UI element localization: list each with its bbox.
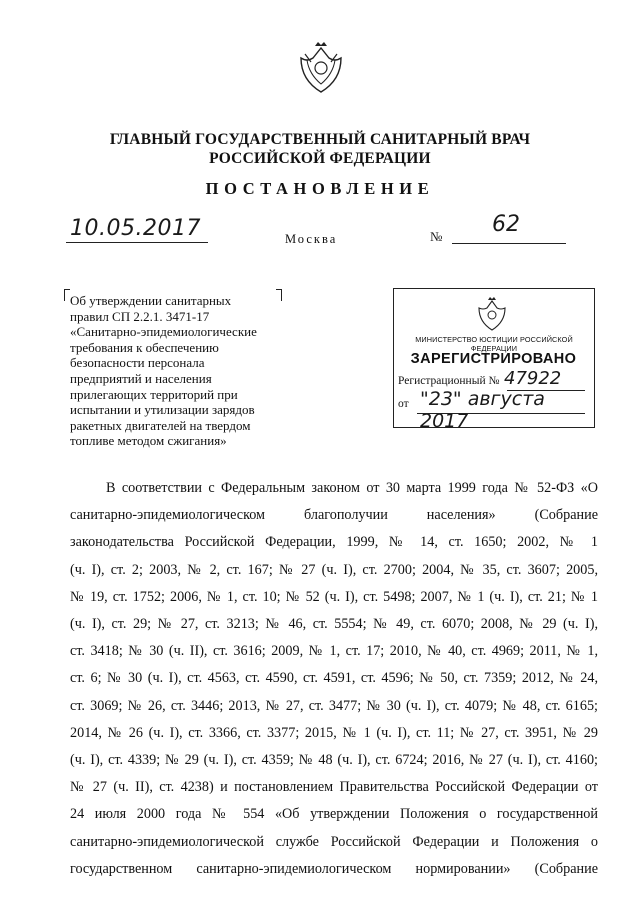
body-line: В соответствии с Федеральным законом от 30 марта 1999 года № 52-ФЗ «О <box>106 480 598 496</box>
body-line: 2014, № 26 (ч. I), ст. 3366, ст. 3377; 2015, № 1 (ч. I), ст. 11; № 27, ст. 3951, № 29 <box>70 724 598 741</box>
subject-line: прилегающих территорий при <box>70 386 238 402</box>
subject-line: «Санитарно-эпидемиологические <box>70 324 257 340</box>
authority-title-line2: РОССИЙСКОЙ ФЕДЕРАЦИИ <box>209 150 431 167</box>
document-subject <box>70 293 292 449</box>
body-line: санитарно-эпидемиологической службе Российской Федерации и Положения о <box>70 833 598 850</box>
body-line: (ч. I), ст. 29; № 27, ст. 3213; № 46, ст. 5554; № 49, ст. 6070; 2008, № 29 (ч. I), <box>70 616 598 633</box>
authority-title-line1: ГЛАВНЫЙ ГОСУДАРСТВЕННЫЙ САНИТАРНЫЙ ВРАЧ <box>109 131 531 148</box>
body-line: № 19, ст. 1752; 2006, № 1, ст. 10; № 52 (ч. I), ст. 5498; 2007, № 1 (ч. I), ст. 21; № 1 <box>70 588 598 605</box>
body-paragraph <box>70 475 598 883</box>
stamp-from-label: от <box>398 398 409 410</box>
number-sign: № <box>430 229 443 244</box>
body-line: законодательства Российской Федерации, 1999, № 14, ст. 1650; 2002, № 1 <box>70 534 598 551</box>
body-line: ст. 3418; № 30 (ч. II), ст. 3616; 2009, № 1, ст. 17; 2010, № 40, ст. 4969; 2011, № 1, <box>70 643 598 660</box>
body-line: ст. 3069; № 26, ст. 3446; 2013, № 27, ст. 3477; № 30 (ч. I), ст. 4079; № 48, ст. 6165; <box>70 697 598 714</box>
body-line: государственном санитарно-эпидемиологическом нормировании» (Собрание <box>70 860 598 877</box>
stamp-registration-number: 47922 <box>504 368 562 389</box>
document-date: 10.05.2017 <box>70 216 201 241</box>
body-line: (ч. I), ст. 4339; № 29 (ч. I), ст. 4359; № 48 (ч. I), ст. 6724; 2016, № 27 (ч. I), ст. 4160; <box>70 752 598 769</box>
stamp-ministry: МИНИСТЕРСТВО ЮСТИЦИИ РОССИЙСКОЙ ФЕДЕРАЦИИ <box>415 335 573 353</box>
coat-of-arms-icon <box>295 40 347 96</box>
body-line: санитарно-эпидемиологическом благополучии населения» (Собрание <box>70 507 598 524</box>
registration-stamp <box>393 288 595 432</box>
subject-line: безопасности персонала <box>70 355 205 371</box>
city: Москва <box>285 232 338 246</box>
subject-line: Об утверждении санитарных <box>70 293 232 308</box>
subject-line: испытании и утилизации зарядов <box>70 402 255 418</box>
subject-line: топливе методом сжигания» <box>70 433 227 449</box>
subject-line: требования к обеспечению <box>70 339 219 355</box>
date-underline <box>66 242 208 243</box>
document-number: 62 <box>492 212 520 237</box>
stamp-registration-label: Регистрационный № <box>398 375 500 387</box>
body-line: ст. 6; № 30 (ч. I), ст. 4563, ст. 4590, ст. 4591, ст. 4596; № 50, ст. 7359; 2012, № 24, <box>70 670 598 687</box>
document-type: ПОСТАНОВЛЕНИЕ <box>205 179 435 198</box>
stamp-registered: ЗАРЕГИСТРИРОВАНО <box>410 351 577 367</box>
body-line: № 27 (ч. II), ст. 4238) и постановлением Правительства Российской Федерации от <box>70 779 598 796</box>
stamp-registration-date: "23" августа 2017 <box>420 388 545 432</box>
subject-line: правил СП 2.2.1. 3471-17 <box>70 308 210 324</box>
eagle-emblem-icon <box>475 296 509 332</box>
subject-line: предприятий и населения <box>70 370 212 386</box>
subject-line: ракетных двигателей на твердом <box>70 417 251 433</box>
stamp-date-underline <box>417 413 585 414</box>
body-line: 24 июля 2000 года № 554 «Об утверждении Положения о государственной <box>70 806 598 823</box>
body-line: (ч. I), ст. 2; 2003, № 2, ст. 167; № 27 (ч. I), ст. 2700; 2004, № 35, ст. 3607; 2005, <box>70 561 598 578</box>
number-underline <box>452 243 566 244</box>
